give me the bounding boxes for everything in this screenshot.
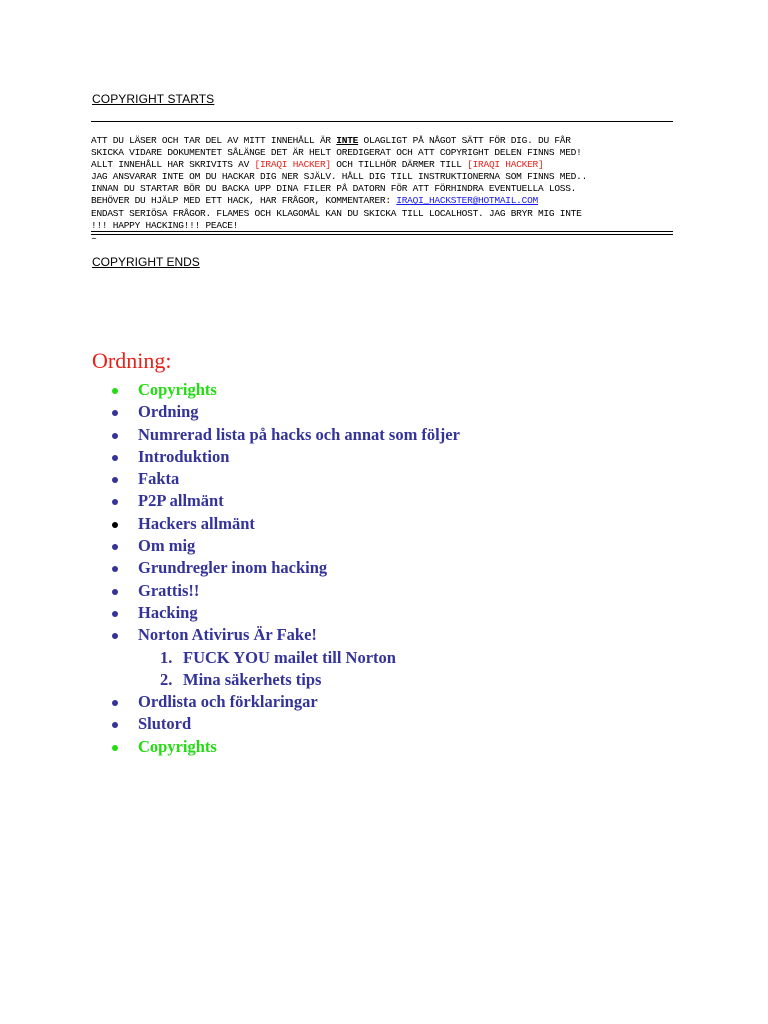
toc-item-label: Fakta — [138, 469, 180, 489]
toc-item-label: Copyrights — [138, 736, 217, 756]
notice-line-1 — [91, 135, 681, 147]
toc-item — [108, 602, 460, 624]
toc-item — [108, 513, 460, 535]
toc-item — [108, 691, 460, 713]
toc-item-label: Om mig — [138, 536, 196, 556]
toc-item-label: Grattis!! — [138, 580, 200, 600]
bullet-icon — [112, 499, 118, 505]
bullet-icon — [112, 722, 118, 728]
toc-item — [108, 713, 460, 735]
notice-line-5: INNAN DU STARTAR BÖR DU BACKA UPP DINA FILER PÅ DATORN FÖR ATT FÖRHINDRA EVENTUELLA LOSS. — [91, 183, 577, 195]
author-tag: [IRAQI HACKER] — [254, 159, 331, 171]
toc-item-label: Grundregler inom hacking — [138, 558, 328, 578]
toc-subitem — [108, 647, 460, 669]
bullet-icon — [112, 589, 118, 595]
toc-item — [108, 557, 460, 579]
subitem-number: 2. — [160, 669, 173, 689]
bottom-divider-2 — [91, 234, 673, 235]
toc-item-label: P2P allmänt — [138, 491, 224, 511]
toc-item — [108, 424, 460, 446]
notice-text: ALLT INNEHÅLL HAR SKRIVITS AV — [91, 159, 255, 171]
toc-item — [108, 535, 460, 557]
notice-text: OLAGLIGT PÅ NÅGOT SÄTT FÖR DIG. DU FÅR — [358, 135, 571, 146]
copyright-start-label: COPYRIGHT STARTS — [92, 92, 215, 106]
bullet-icon — [112, 410, 118, 416]
bullet-icon — [112, 745, 118, 751]
notice-emphasis: INTE — [336, 135, 359, 146]
notice-line-2: SKICKA VIDARE DOKUMENTET SÅLÄNGE DET ÄR HELT OREDIGERAT OCH ATT COPYRIGHT DELEN FINNS MED! — [91, 147, 582, 159]
toc-subitem — [108, 669, 460, 691]
toc-item-label: Mina säkerhets tips — [183, 669, 322, 689]
notice-line-3 — [91, 159, 681, 171]
toc-item — [108, 490, 460, 512]
subitem-number: 1. — [160, 647, 173, 667]
email-link[interactable]: IRAQI_HACKSTER@HOTMAIL.COM — [396, 195, 538, 207]
table-of-contents — [108, 379, 460, 758]
top-divider — [91, 121, 673, 122]
toc-item — [108, 624, 460, 646]
toc-item-label: Ordning — [138, 402, 199, 422]
notice-line-7: ENDAST SERIÖSA FRÅGOR. FLAMES OCH KLAGOMÅL KAN DU SKICKA TILL LOCALHOST. JAG BRYR MIG INTE — [91, 207, 582, 219]
toc-item — [108, 736, 460, 758]
toc-item-label: Copyrights — [138, 380, 217, 399]
bullet-icon — [112, 566, 118, 572]
toc-item-label: Norton Ativirus Är Fake! — [138, 625, 317, 645]
toc-item — [108, 580, 460, 602]
toc-item-label: Slutord — [138, 714, 192, 734]
notice-text: ATT DU LÄSER OCH TAR DEL AV MITT INNEHÅLL ÄR — [91, 135, 337, 146]
toc-item-label: FUCK YOU mailet till Norton — [183, 647, 396, 667]
dash-mark: – — [91, 234, 98, 245]
bullet-icon — [112, 611, 118, 617]
copyright-end-label: COPYRIGHT ENDS — [92, 255, 200, 269]
toc-item — [108, 401, 460, 423]
copyright-notice — [91, 135, 681, 232]
notice-line-6 — [91, 195, 681, 207]
toc-item-label: Ordlista och förklaringar — [138, 692, 318, 712]
notice-text: OCH TILLHÖR DÄRMER TILL — [330, 159, 468, 171]
bullet-icon — [112, 700, 118, 706]
toc-item-label: Hackers allmänt — [138, 513, 255, 533]
toc-heading: Ordning: — [92, 348, 172, 373]
toc-item — [108, 446, 460, 468]
notice-text: BEHÖVER DU HJÄLP MED ETT HACK, HAR FRÅGOR, KOMMENTARER: — [91, 195, 397, 207]
author-tag: [IRAQI HACKER] — [467, 159, 544, 171]
bottom-divider — [91, 231, 673, 232]
bullet-icon — [112, 433, 118, 439]
bullet-icon — [112, 522, 118, 528]
toc-item — [108, 468, 460, 490]
bullet-icon — [112, 455, 118, 461]
bullet-icon — [112, 477, 118, 483]
notice-line-8: !!! HAPPY HACKING!!! PEACE! — [91, 219, 239, 231]
bullet-icon — [112, 544, 118, 550]
toc-item-label: Hacking — [138, 602, 198, 622]
toc-item-label: Introduktion — [138, 446, 230, 466]
notice-line-4: JAG ANSVARAR INTE OM DU HACKAR DIG NER SJÄLV. HÅLL DIG TILL INSTRUKTIONERNA SOM FINNS MED.. — [91, 171, 588, 183]
toc-item — [108, 379, 460, 401]
toc-item-label: Numrerad lista på hacks och annat som följer — [138, 424, 460, 444]
bullet-icon — [112, 388, 118, 394]
bullet-icon — [112, 633, 118, 639]
